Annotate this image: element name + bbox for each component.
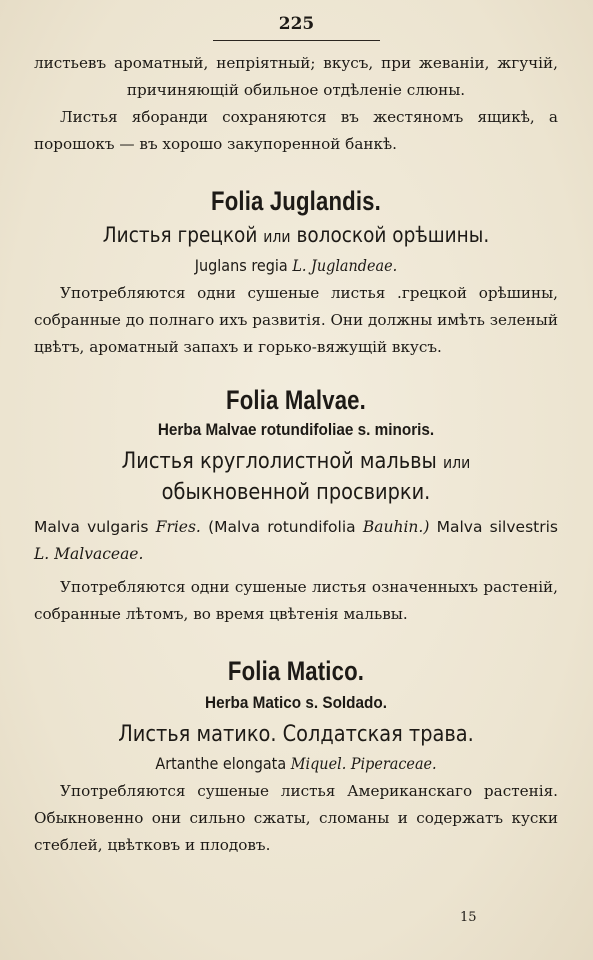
page-content — [34, 50, 558, 859]
description-matico: Употребляются сушеные листья Американскаго растенія. Обыкновенно они сильно сжаты, сломаны и содержатъ куски стеблей, цвѣтковъ и плодовъ. — [34, 782, 558, 854]
russian-title-matico: Листья матико. Солдатская трава. — [118, 722, 474, 747]
latin-author: Miquel. Piperaceae. — [290, 754, 437, 773]
description-malvae: Употребляются одни сушеные листья означенныхъ растеній, собранные лѣтомъ, во время цвѣтенія мальвы. — [34, 578, 558, 623]
russian-title-rest: волоской орѣшины. — [296, 223, 490, 247]
page-number: 225 — [278, 14, 315, 34]
latin-name-juglandis — [60, 252, 532, 280]
latin-species-2: (Malva rotundifolia — [208, 518, 356, 536]
russian-title-rest: обыкновенной просвирки. — [161, 480, 431, 505]
latin-species: Artanthe elongata — [155, 754, 287, 773]
section-heading-matico: Folia Matico. — [227, 656, 365, 686]
signature-mark: 15 — [460, 910, 477, 925]
intro-line-2: причиняющій обильное отдѣленіе слюны. — [126, 81, 466, 99]
latin-species: Juglans regia — [194, 256, 288, 275]
latin-author-2: Bauhin.) — [362, 518, 430, 536]
russian-title-or: или — [263, 227, 291, 246]
russian-title-juglandis — [65, 220, 526, 252]
intro-paragraph-2: Листья яборанди сохраняются въ жестяномъ ящикѣ, а порошокъ — въ хорошо закупоренной банкѣ. — [34, 108, 558, 153]
section-heading-juglandis: Folia Juglandis. — [211, 186, 381, 216]
latin-species-3: Malva silvestris — [436, 518, 558, 536]
intro-line-1: листьевъ ароматный, непріятный; вкусъ, при жеваніи, жгучій, — [34, 54, 558, 72]
subheading-malvae: Herba Malvae rotundifoliae s. minoris. — [157, 420, 435, 439]
russian-title-main: Листья грецкой — [102, 223, 258, 247]
header-rule — [213, 40, 380, 41]
russian-title-malvae — [65, 447, 526, 508]
latin-names-malvae — [34, 514, 558, 568]
description-juglandis: Употребляются одни сушеные листья .грецкой орѣшины, собранные до полнаго ихъ развитія. Они должны имѣть зеленый цвѣтъ, ароматный запахъ и горько-вяжущій вкусъ. — [34, 284, 558, 356]
subheading-matico: Herba Matico s. Soldado. — [205, 693, 387, 712]
latin-author-3: L. Malvaceae. — [34, 545, 144, 563]
russian-title-or: или — [443, 453, 471, 472]
latin-author-1: Fries. — [155, 518, 201, 536]
latin-name-matico — [60, 750, 532, 778]
latin-author: L. Juglandeae. — [292, 256, 398, 275]
latin-species-1: Malva vulgaris — [34, 518, 149, 536]
russian-title-main: Листья круглолистной мальвы — [121, 449, 437, 474]
section-heading-malvae: Folia Malvae. — [226, 385, 366, 415]
